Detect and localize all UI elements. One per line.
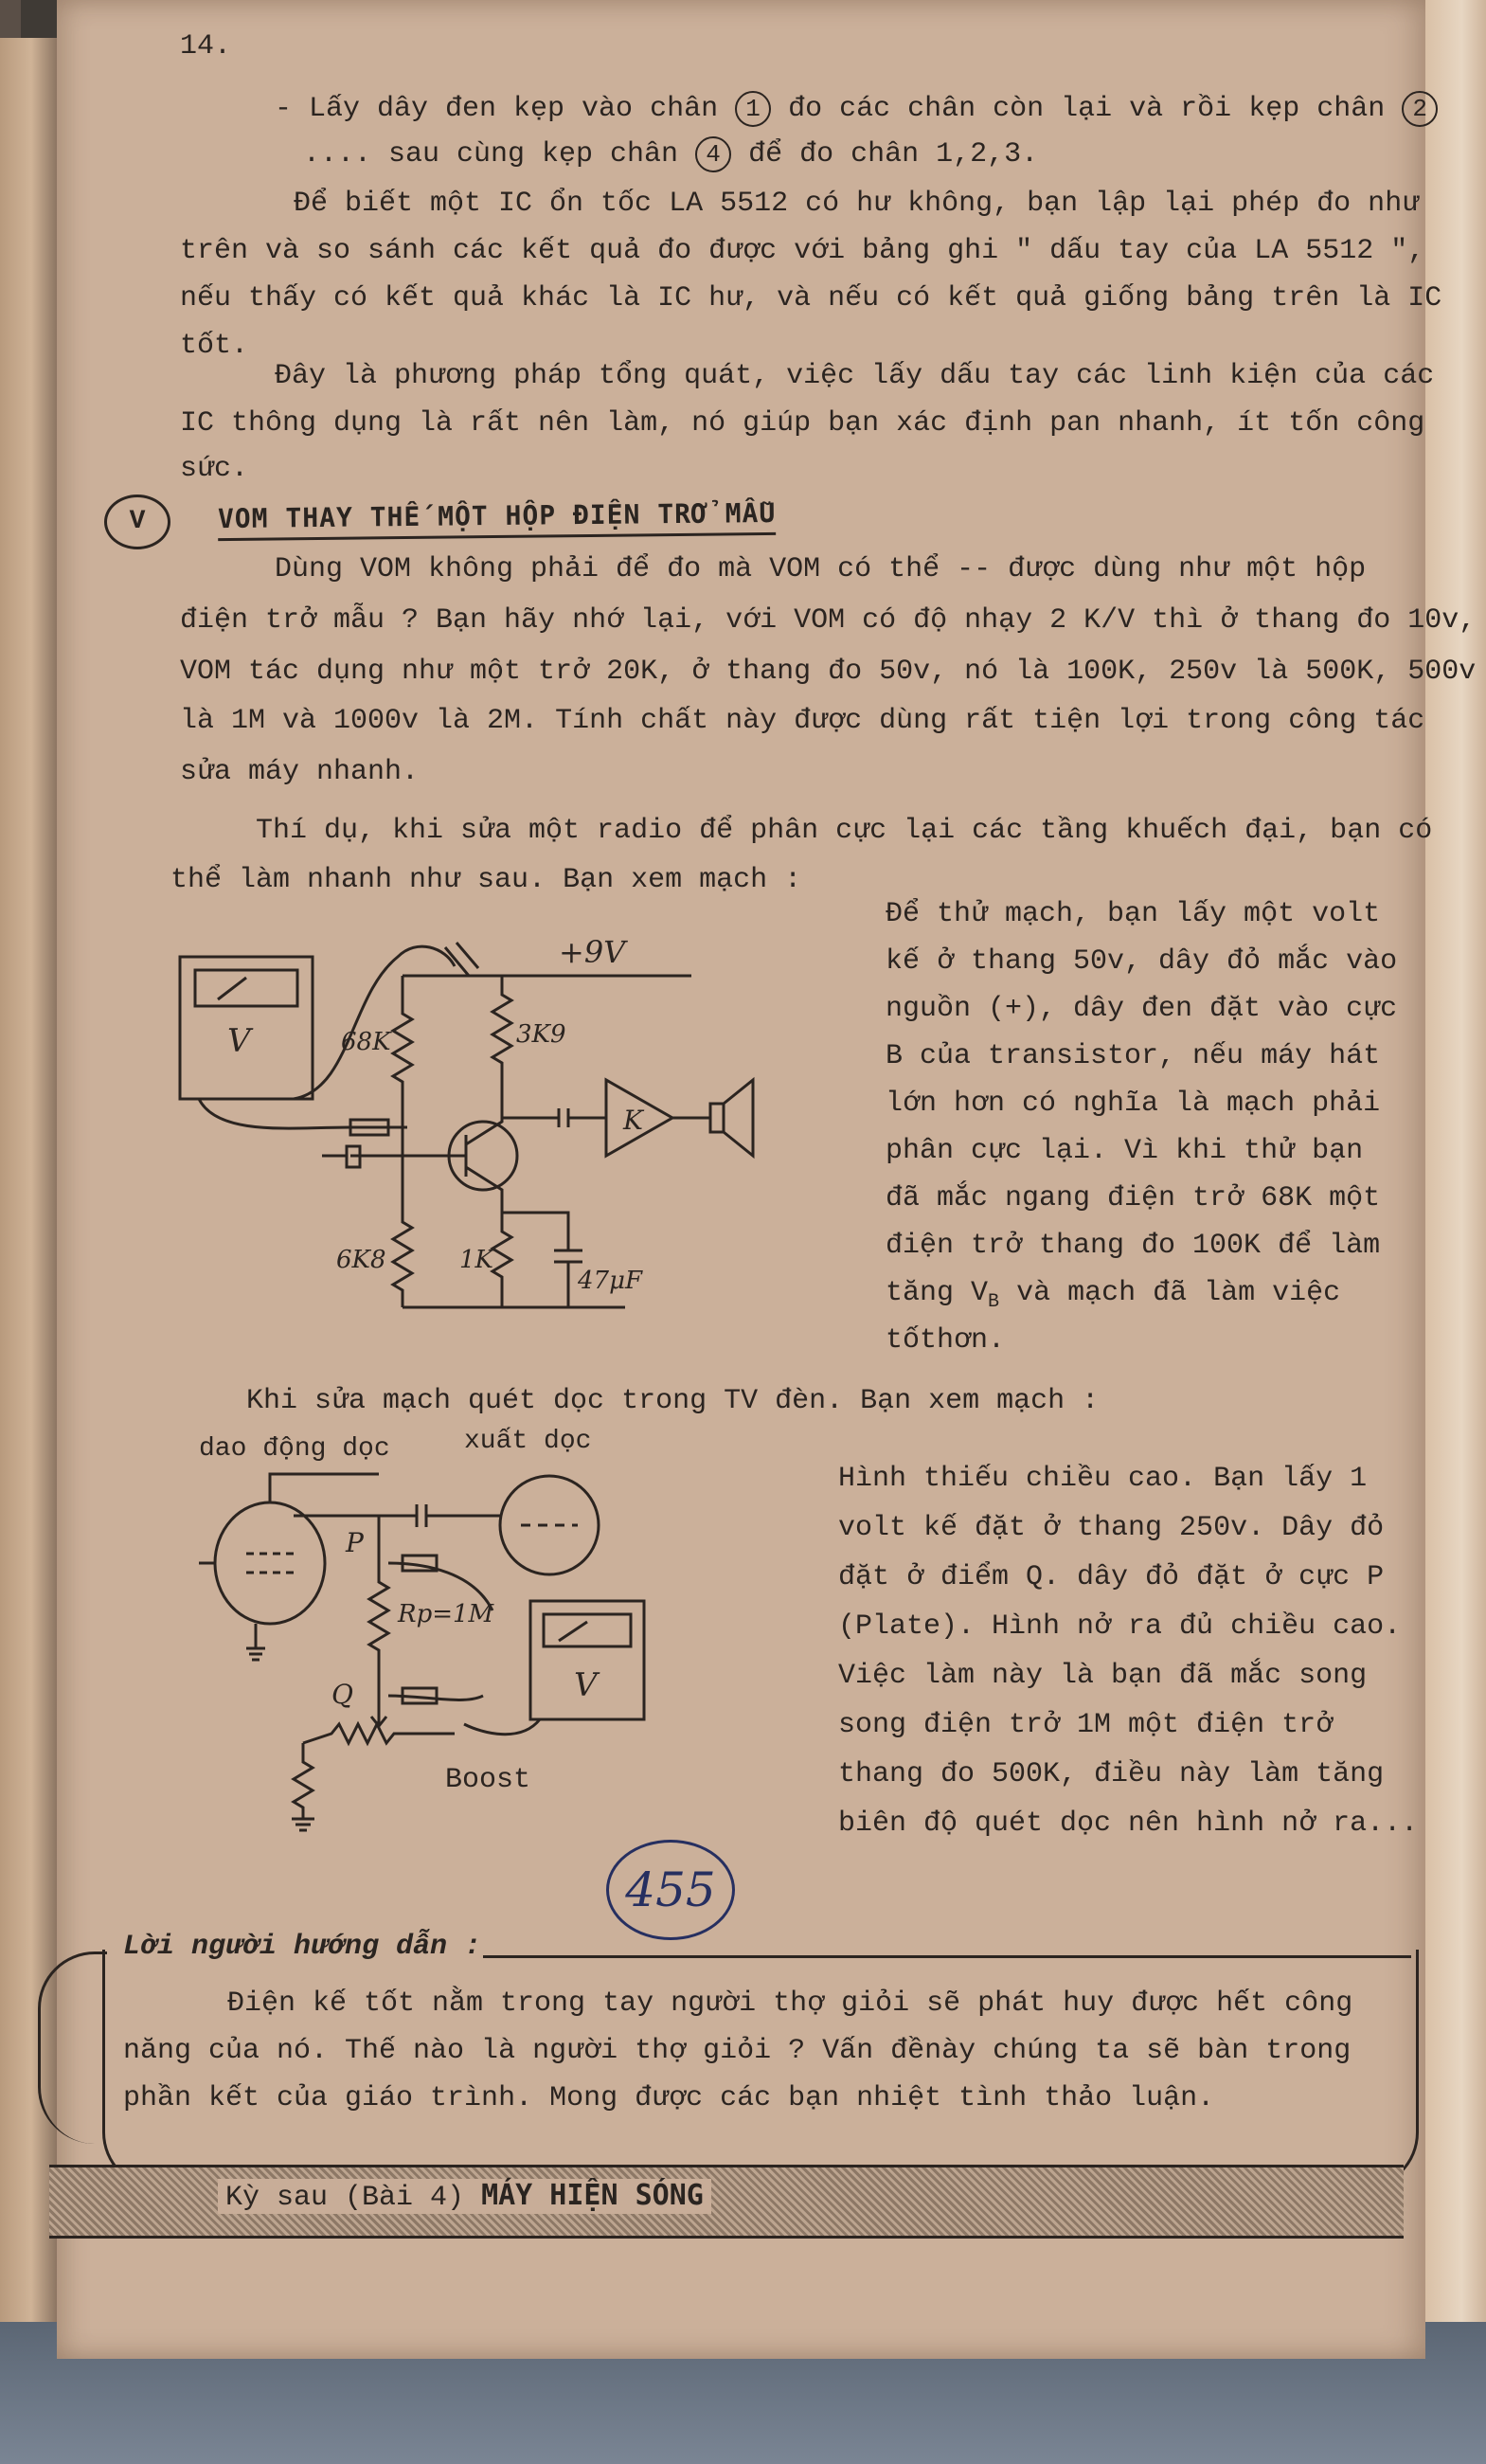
intro-text-c: .... sau cùng kẹp chân xyxy=(303,138,679,171)
note-label: Lời người hướng dẫn : xyxy=(123,1931,482,1963)
para2-line-2: IC thông dụng là rất nên làm, nó giúp bạn xác định pan nhanh, ít tốn công xyxy=(180,407,1425,440)
side2-line-7: thang đo 500K, điều này làm tăng xyxy=(838,1758,1385,1790)
speaker-icon xyxy=(710,1104,724,1132)
side1-line-1: Để thử mạch, bạn lấy một volt xyxy=(886,898,1381,930)
page-stack-edge xyxy=(1425,0,1486,2464)
intro-text-d: để đo chân 1,2,3. xyxy=(748,138,1039,171)
side2-line-5: Việc làm này là bạn đã mắc song xyxy=(838,1660,1368,1692)
side2-line-8: biên độ quét dọc nên hình nở ra... xyxy=(838,1808,1419,1840)
vacuum-tube-icon xyxy=(215,1502,325,1624)
footer-prefix: Kỳ sau (Bài 4) xyxy=(225,2182,465,2214)
para3-line-2: điện trở mẫu ? Bạn hãy nhớ lại, với VOM có độ nhạy 2 K/V thì ở thang đo 10v, xyxy=(180,604,1477,637)
para4-line-2: thể làm nhanh như sau. Bạn xem mạch : xyxy=(170,864,802,896)
handwritten-number: 455 xyxy=(606,1840,735,1940)
para3-line-5: sửa máy nhanh. xyxy=(180,756,420,788)
tv-vertical-sweep-circuit xyxy=(180,1421,653,1838)
pin-mark-4: 4 xyxy=(695,136,731,172)
label-47uf: 47μF xyxy=(578,1267,643,1295)
note-box-corner xyxy=(38,1951,107,2144)
intro-text-a: - Lấy dây đen kẹp vào chân xyxy=(275,93,719,125)
intro-line-2 xyxy=(303,136,1038,172)
side1-line-8: điện trở thang đo 100K để làm xyxy=(886,1230,1381,1262)
para2-line-1: Đây là phương pháp tổng quát, việc lấy dấu tay các linh kiện của các xyxy=(275,360,1435,392)
section-marker: V xyxy=(104,495,170,549)
label-1k: 1K xyxy=(459,1246,493,1274)
label-68k: 68K xyxy=(341,1028,391,1056)
para5-line: Khi sửa mạch quét dọc trong TV đèn. Bạn xem mạch : xyxy=(246,1385,1100,1417)
side1-line-10: tốthơn. xyxy=(886,1324,1006,1357)
note-header-rule xyxy=(483,1955,1411,1958)
side1-line-4: B của transistor, nếu máy hát xyxy=(886,1040,1381,1072)
note-line-1: Điện kế tốt nằm trong tay người thợ giỏi sẽ phát huy được hết công xyxy=(227,1987,1353,2020)
side1-vb-text: tăng V xyxy=(886,1277,989,1309)
para3-line-3: VOM tác dụng như một trở 20K, ở thang đo 50v, nó là 100K, 250v là 500K, 500v xyxy=(180,656,1477,688)
side2-line-1: Hình thiếu chiều cao. Bạn lấy 1 xyxy=(838,1463,1368,1495)
voltmeter-label-1: V xyxy=(227,1022,251,1060)
para1-line-2: trên và so sánh các kết quả đo được với bảng ghi " dấu tay của LA 5512 ", xyxy=(180,235,1425,267)
side1-vb-sub: B xyxy=(988,1291,1000,1313)
label-6k8: 6K8 xyxy=(336,1246,386,1274)
para1-line-1: Để biết một IC ổn tốc LA 5512 có hư không, bạn lập lại phép đo như xyxy=(294,188,1420,220)
resistor-3k9 xyxy=(492,976,511,1089)
pin-mark-1: 1 xyxy=(735,91,771,127)
side2-line-3: đặt ở điểm Q. dây đỏ đặt ở cực P xyxy=(838,1561,1385,1593)
intro-line-1 xyxy=(275,91,1438,127)
radio-bias-circuit xyxy=(161,909,824,1326)
vertical-output-block xyxy=(500,1476,599,1574)
pin-mark-2: 2 xyxy=(1402,91,1438,127)
side1-line-2: kế ở thang 50v, dây đỏ mắc vào xyxy=(886,945,1398,978)
side1-line-9 xyxy=(886,1275,1340,1321)
side1-line-7: đã mắc ngang điện trở 68K một xyxy=(886,1182,1381,1214)
note-line-3: phần kết của giáo trình. Mong được các bạn nhiệt tình thảo luận. xyxy=(123,2082,1215,2114)
footer-title: MÁY HIỆN SÓNG xyxy=(481,2179,704,2212)
label-rp: Rp=1M xyxy=(398,1600,494,1628)
voltmeter-label-2: V xyxy=(574,1666,598,1704)
side1-line-5: lớn hơn có nghĩa là mạch phải xyxy=(886,1088,1381,1120)
intro-text-b: đo các chân còn lại và rồi kẹp chân xyxy=(788,93,1386,125)
side1-vb-rest: và mạch đã làm việc xyxy=(1016,1277,1341,1309)
note-line-2: năng của nó. Thế nào là người thợ giỏi ? Vấn đềnày chúng ta sẽ bàn trong xyxy=(123,2035,1352,2067)
resistor-rp xyxy=(369,1516,388,1677)
para1-line-4: tốt. xyxy=(180,330,249,362)
label-point-q: Q xyxy=(331,1679,353,1710)
label-oscillator: dao động dọc xyxy=(199,1434,390,1464)
para4-line-1: Thí dụ, khi sửa một radio để phân cực lại các tầng khuếch đại, bạn có xyxy=(256,815,1433,847)
label-vertical-output: xuất dọc xyxy=(464,1427,592,1456)
capacitor-47uf xyxy=(554,1250,582,1262)
para3-line-4: là 1M và 1000v là 2M. Tính chất này được dùng rất tiện lợi trong công tác xyxy=(180,705,1425,737)
footer-next-issue xyxy=(218,2179,711,2214)
label-boost: Boost xyxy=(445,1764,531,1796)
page-number: 14. xyxy=(180,30,232,63)
supply-label: +9V xyxy=(559,934,626,970)
side2-line-6: song điện trở 1M một điện trở xyxy=(838,1709,1334,1741)
resistor-1k xyxy=(492,1213,511,1307)
label-point-p: P xyxy=(346,1527,364,1558)
voltmeter-scale-1 xyxy=(195,970,297,1006)
para2-line-3: sức. xyxy=(180,453,249,485)
label-3k9: 3K9 xyxy=(516,1020,566,1049)
side2-line-4: (Plate). Hình nở ra đủ chiều cao. xyxy=(838,1610,1402,1643)
para1-line-3: nếu thấy có kết quả khác là IC hư, và nếu có kết quả giống bảng trên là IC xyxy=(180,282,1442,315)
label-amp-k: K xyxy=(623,1105,643,1136)
side1-line-3: nguồn (+), dây đen đặt vào cực xyxy=(886,993,1398,1025)
section-title: VOM THAY THẾ MỘT HỘP ĐIỆN TRỞ MẪU xyxy=(218,497,777,541)
para3-line-1: Dùng VOM không phải để đo mà VOM có thể -- được dùng như một hộp xyxy=(275,553,1367,585)
side1-line-6: phân cực lại. Vì khi thử bạn xyxy=(886,1135,1364,1167)
side2-line-2: volt kế đặt ở thang 250v. Dây đỏ xyxy=(838,1512,1385,1544)
resistor-6k8 xyxy=(393,1156,412,1307)
